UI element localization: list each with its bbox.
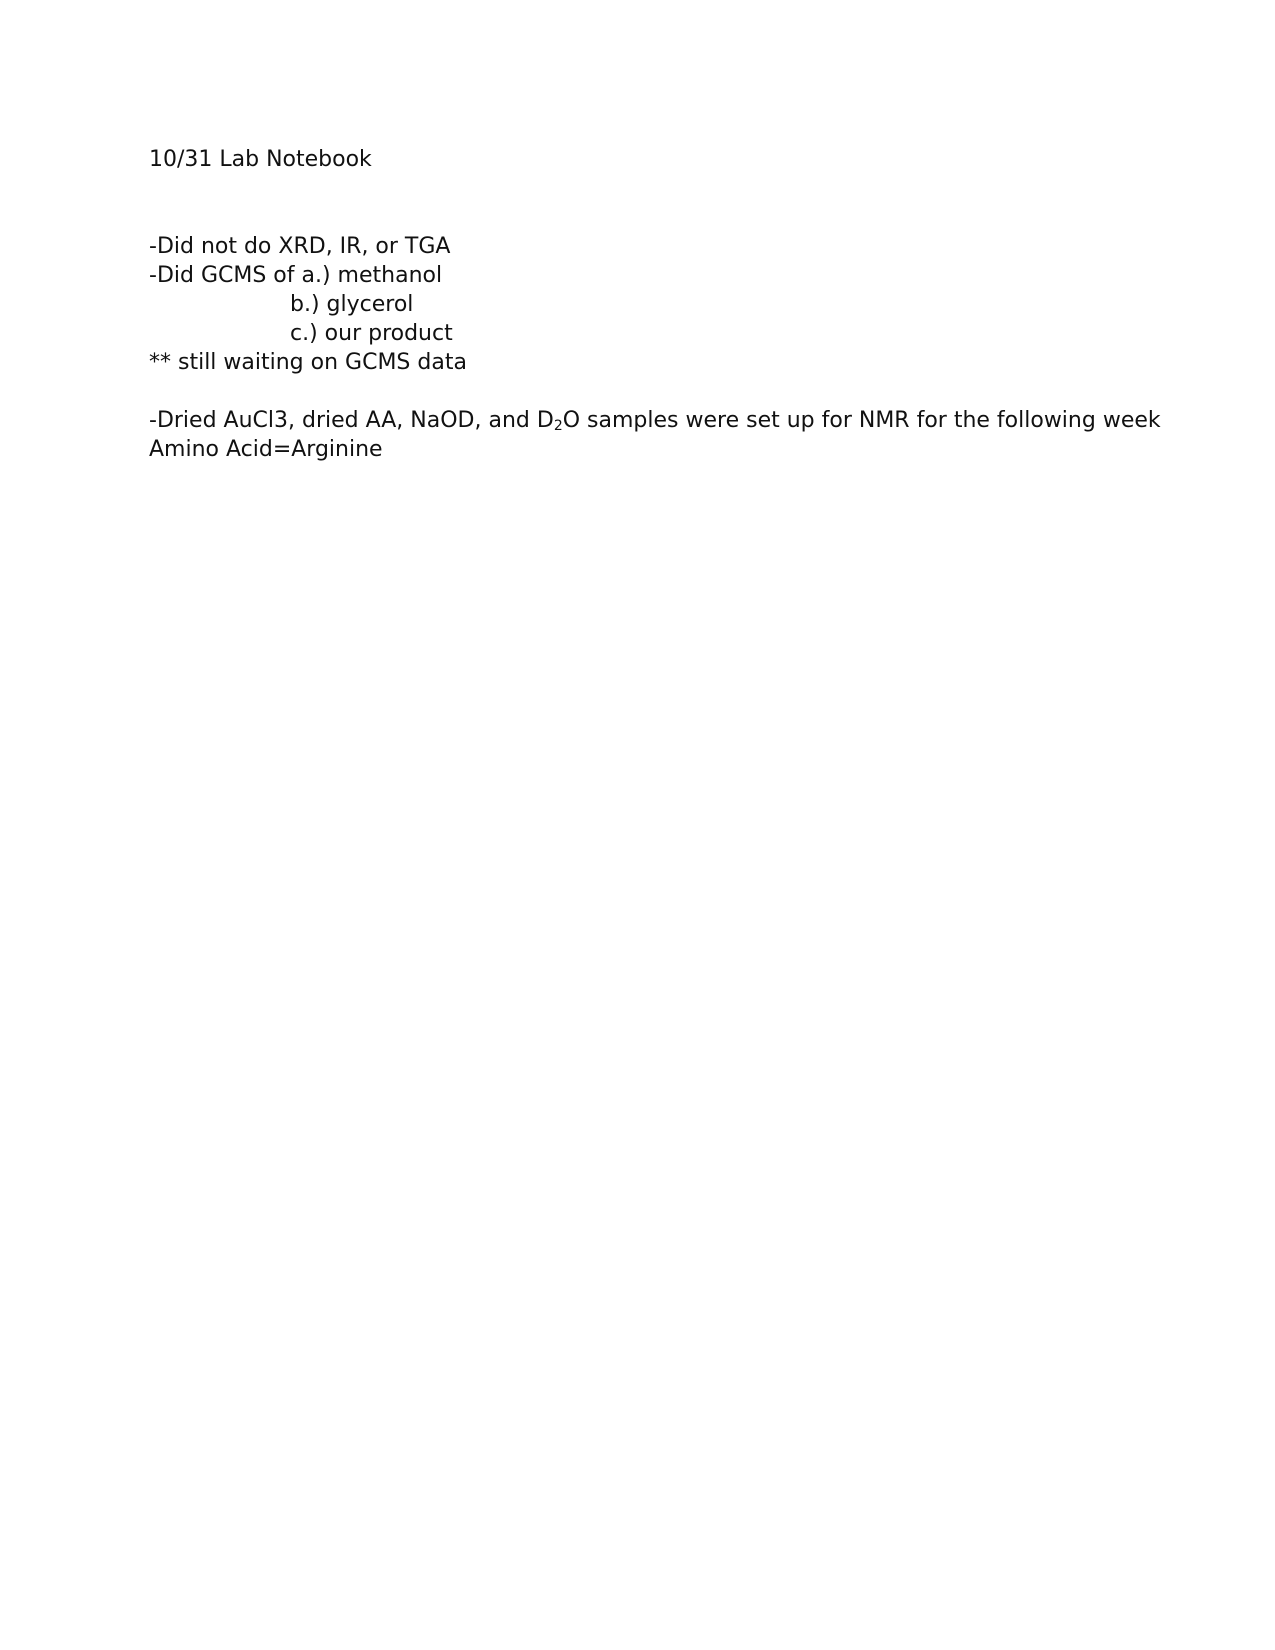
note-line-xrd: -Did not do XRD, IR, or TGA	[149, 234, 451, 259]
note-line-nmr-samples	[149, 406, 1161, 436]
subscript-two: 2	[553, 418, 563, 434]
nmr-samples-text-start: -Dried AuCl3, dried AA, NaOD, and D	[149, 408, 554, 433]
nmr-samples-text-end: O samples were set up for NMR for the following week	[562, 408, 1161, 433]
note-line-glycerol: b.) glycerol	[290, 292, 414, 317]
page-title: 10/31 Lab Notebook	[149, 147, 372, 172]
note-line-gcms: -Did GCMS of a.) methanol	[149, 263, 443, 288]
note-line-waiting: ** still waiting on GCMS data	[149, 350, 467, 375]
note-line-product: c.) our product	[290, 321, 453, 346]
note-line-amino-acid: Amino Acid=Arginine	[149, 437, 383, 462]
